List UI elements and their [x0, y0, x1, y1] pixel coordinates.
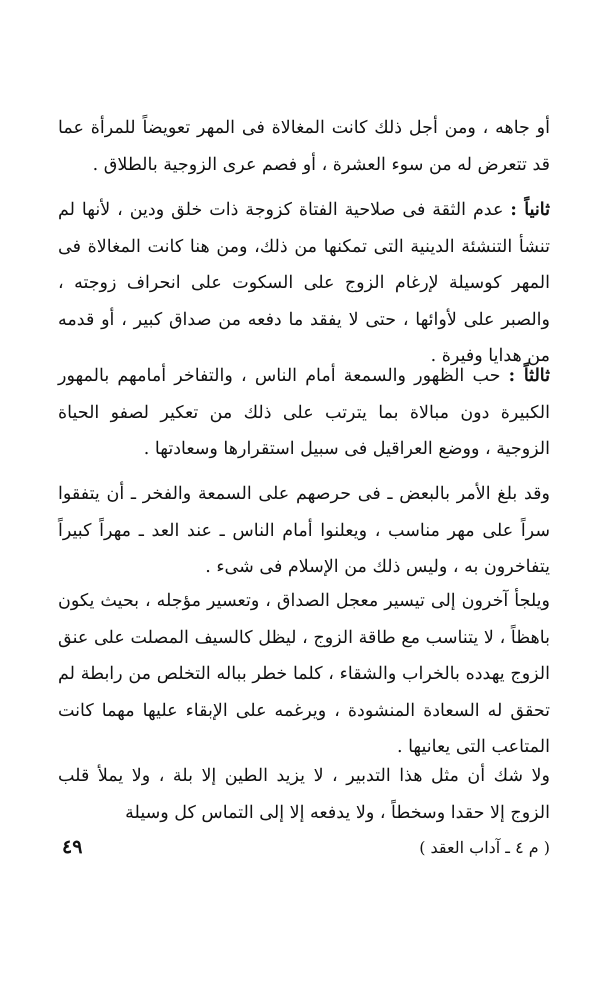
footer-reference: ( م ٤ ـ آداب العقد ) [419, 838, 550, 857]
paragraph-4 [58, 476, 550, 586]
page-footer [58, 838, 550, 868]
page-number: ٤٩ [62, 836, 83, 858]
paragraph-text: أو جاهه ، ومن أجل ذلك كانت المغالاة فى المهر تعويضاً للمرأة عما قد تتعرض له من سوء العشرة ، أو فصم عرى الزوجية بالطلاق . [58, 118, 550, 175]
paragraph-text: وقد بلغ الأمر بالبعض ـ فى حرصهم على السمعة والفخر ـ أن يتفقوا سراً على مهر مناسب ، ويعلنوا أمام الناس ـ عند العد ـ مهراً كبيراً يتفاخرون به ، وليس ذلك من الإسلام فى شىء . [58, 484, 550, 577]
paragraph-2 [58, 192, 550, 375]
paragraph-5 [58, 583, 550, 766]
paragraph-text: عدم الثقة فى صلاحية الفتاة كزوجة ذات خلق ودين ، لأنها لم تنشأ التنشئة الدينية التى تمكنها من ذلك، ومن هنا كانت المغالاة فى المهر كوسيلة لإرغام الزوج على السكوت على انحراف زوجته ، والصبر على لأوائها ، حتى لا يفقد ما دفعه من صداق كبير ، أو قدمه من هدايا وفيرة . [58, 200, 550, 366]
paragraph-lead: ثانياً : [510, 200, 550, 220]
paragraph-3 [58, 358, 550, 468]
paragraph-lead: ثالثاً : [508, 366, 550, 386]
paragraph-text: حب الظهور والسمعة أمام الناس ، والتفاخر أمامهم بالمهور الكبيرة دون مبالاة بما يترتب على ذلك من تعكير لصفو الحياة الزوجية ، ووضع العراقيل فى سبيل استقرارها وسعادتها . [58, 366, 550, 459]
paragraph-6 [58, 758, 550, 831]
paragraph-text: ولا شك أن مثل هذا التدبير ، لا يزيد الطين إلا بلة ، ولا يملأ قلب الزوج إلا حقدا وسخطاً ، ولا يدفعه إلا إلى التماس كل وسيلة [58, 766, 550, 823]
paragraph-text: ويلجأ آخرون إلى تيسير معجل الصداق ، وتعسير مؤجله ، بحيث يكون باهظاً ، لا يتناسب مع طاقة الزوج ، ليظل كالسيف المصلت على عنق الزوج يهدده بالخراب والشقاء ، كلما خطر بباله التخلص من رابطة لم تحقق له السعادة المنشودة ، ويرغمه على الإبقاء عليها مهما كانت المتاعب التى يعانيها . [58, 591, 550, 757]
paragraph-1 [58, 110, 550, 183]
